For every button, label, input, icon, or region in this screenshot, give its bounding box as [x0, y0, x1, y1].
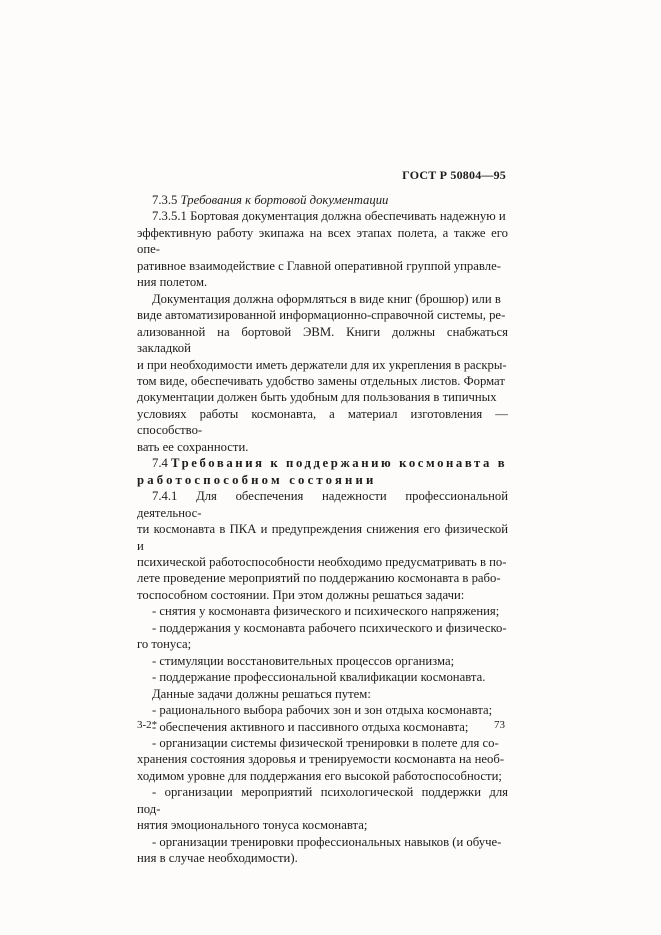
text-line: эффективную работу экипажа на всех этапах полета, а также его опе- [137, 225, 508, 257]
text-line: вать ее сохранности. [137, 439, 249, 454]
list-item: - обеспечения активного и пассивного отдыха космонавта; [152, 719, 469, 734]
text-line: условиях работы космонавта, а материал изготовления — способство- [137, 406, 508, 438]
list-item: - поддержание профессиональной квалификации космонавта. [152, 670, 486, 685]
list-item: - организации мероприятий психологической поддержки для под- [137, 785, 508, 816]
text-line: тоспособном состоянии. При этом должны решаться задачи: [137, 587, 465, 602]
text-line: виде автоматизированной информационно-справочной системы, ре- [137, 308, 506, 323]
text-line: документации должен быть удобным для пользования в типичных [137, 390, 497, 405]
section-7-4-heading [137, 455, 508, 471]
ways-intro: Данные задачи должны решаться путем: [152, 686, 371, 701]
list-item: - организации системы физической тренировки в полете для со- [152, 735, 499, 750]
list-item-continued: ния в случае необходимости). [137, 851, 298, 866]
list-item-continued: го тонуса; [137, 637, 192, 652]
sheet-mark: 3-2* [137, 719, 158, 731]
text-line: и при необходимости иметь держатели для их укрепления в раскры- [137, 357, 507, 372]
list-item-continued: ходимом уровне для поддержания его высокой работоспособности; [137, 768, 502, 783]
text-line: 7.3.5.1 Бортовая документация должна обеспечивать надежную и [152, 209, 506, 224]
section-number: 7.3.5 [152, 193, 178, 207]
section-title-continued: работоспособном состоянии [137, 472, 377, 487]
page-number: 73 [494, 719, 505, 731]
text-line: ти космонавта в ПКА и предупреждения снижения его физической и [137, 522, 508, 553]
text-line: Документация должна оформляться в виде книг (брошюр) или в [152, 291, 501, 306]
paragraph-documentation [137, 291, 508, 456]
list-item-continued: нятия эмоционального тонуса космонавта; [137, 818, 368, 833]
list-item: - организации тренировки профессиональных навыков (и обуче- [152, 834, 502, 849]
text-line: том виде, обеспечивать удобство замены отдельных листов. Формат [137, 373, 505, 388]
list-item: - поддержания у космонавта рабочего психического и физическо- [152, 620, 507, 635]
list-item: - стимуляции восстановительных процессов организма; [152, 653, 455, 668]
section-number: 7.4 [152, 456, 168, 471]
list-item-continued: хранения состояния здоровья и тренируемости космонавта на необ- [137, 752, 505, 767]
paragraph-7-4-1 [137, 488, 508, 603]
section-title: Требования к бортовой документации [180, 193, 389, 207]
text-line: ализованной на бортовой ЭВМ. Книги должны снабжаться закладкой [137, 324, 508, 356]
text-line: лете проведение мероприятий по поддержанию космонавта в рабо- [137, 571, 501, 586]
document-code: ГОСТ Р 50804—95 [402, 168, 506, 182]
tasks-list [137, 603, 508, 685]
text-line: 7.4.1 Для обеспечения надежности профессиональной деятельнос- [137, 489, 508, 520]
list-item: - снятия у космонавта физического и психического напряжения; [152, 604, 500, 619]
section-title: Требования к поддержанию космонавта в [171, 456, 508, 471]
section-7-3-5-heading [137, 192, 508, 208]
document-body [137, 192, 508, 867]
text-line: психической работоспособности необходимо предусматривать в по- [137, 554, 507, 569]
paragraph-7-3-5-1 [137, 208, 508, 290]
list-item: - рационального выбора рабочих зон и зон отдыха космонавта; [152, 703, 493, 718]
ways-list [137, 702, 508, 867]
text-line: ративное взаимодействие с Главной оперативной группой управле- [137, 258, 501, 273]
text-line: ния полетом. [137, 275, 208, 290]
